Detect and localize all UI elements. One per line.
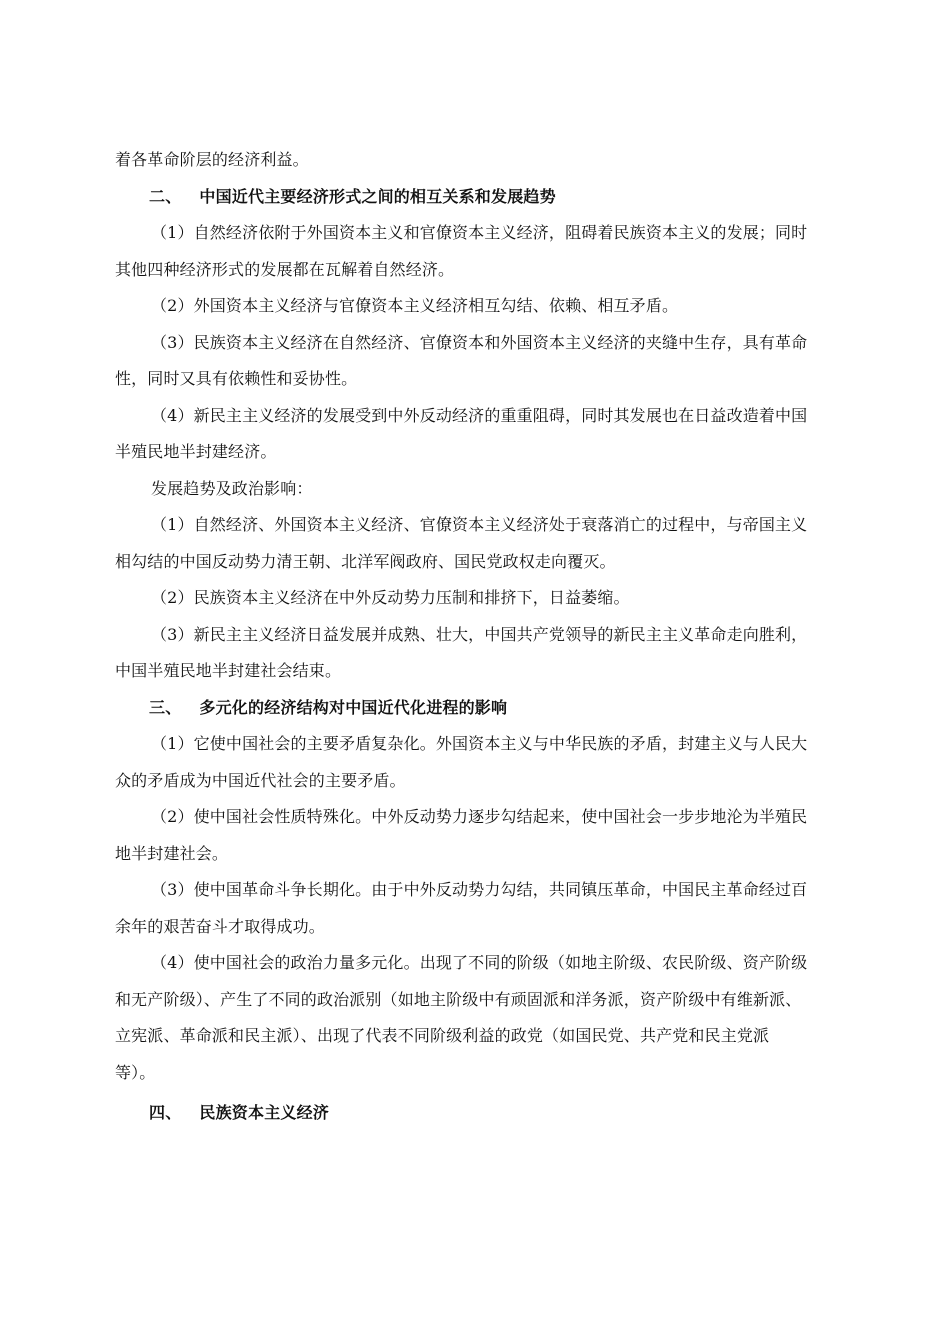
paragraph-line: 着各革命阶层的经济利益。 <box>115 150 309 169</box>
section-heading-2 <box>115 179 835 216</box>
paragraph-line: （3）新民主主义经济日益发展并成熟、壮大，中国共产党领导的新民主主义革命走向胜利， <box>151 624 808 644</box>
paragraph-line: 中国半殖民地半封建社会结束。 <box>115 661 342 680</box>
section-title: 民族资本主义经济 <box>199 1103 330 1122</box>
section-number: 三、 <box>149 697 182 717</box>
section-heading-3 <box>115 690 835 727</box>
paragraph-line: （4）使中国社会的政治力量多元化。出现了不同的阶级（如地主阶级、农民阶级、资产阶级 <box>151 953 808 972</box>
paragraph-line: 发展趋势及政治影响： <box>151 478 313 498</box>
paragraph-line: 半殖民地半封建经济。 <box>115 442 277 461</box>
paragraph-line: （1）自然经济依附于外国资本主义和官僚资本主义经济，阻碍着民族资本主义的发展；同时 <box>151 223 808 242</box>
paragraph-line: 和无产阶级）、产生了不同的政治派别（如地主阶级中有顽固派和洋务派，资产阶级中有维新派、 <box>115 989 802 1009</box>
section-title: 中国近代主要经济形式之间的相互关系和发展趋势 <box>199 186 556 206</box>
section-number: 二、 <box>149 186 182 206</box>
paragraph-line: 等）。 <box>115 1062 156 1082</box>
paragraph-line: （3）民族资本主义经济在自然经济、官僚资本和外国资本主义经济的夹缝中生存，具有革命 <box>151 332 808 352</box>
paragraph-line: 地半封建社会。 <box>115 843 229 863</box>
paragraph-line: （3）使中国革命斗争长期化。由于中外反动势力勾结，共同镇压革命，中国民主革命经过百 <box>151 880 808 899</box>
section-title: 多元化的经济结构对中国近代化进程的影响 <box>199 697 508 717</box>
paragraph-line: 其他四种经济形式的发展都在瓦解着自然经济。 <box>115 259 455 279</box>
paragraph-line: （2）外国资本主义经济与官僚资本主义经济相互勾结、依赖、相互矛盾。 <box>151 296 679 315</box>
section-number: 四、 <box>149 1103 182 1122</box>
paragraph-line: （4）新民主主义经济的发展受到中外反动经济的重重阻碍，同时其发展也在日益改造着中国 <box>151 405 808 425</box>
paragraph-line: 性，同时又具有依赖性和妥协性。 <box>115 369 358 388</box>
paragraph-line: 众的矛盾成为中国近代社会的主要矛盾。 <box>115 770 406 790</box>
paragraph-line: 立宪派、革命派和民主派）、出现了代表不同阶级利益的政党（如国民党、共产党和民主党派 <box>115 1026 770 1045</box>
paragraph-line: 相勾结的中国反动势力清王朝、北洋军阀政府、国民党政权走向覆灭。 <box>115 551 616 571</box>
paragraph-line: （1）自然经济、外国资本主义经济、官僚资本主义经济处于衰落消亡的过程中，与帝国主义 <box>151 515 808 534</box>
paragraph-line: （2）民族资本主义经济在中外反动势力压制和排挤下，日益萎缩。 <box>151 588 630 607</box>
section-heading-4 <box>115 1095 835 1132</box>
document-body <box>115 142 835 1132</box>
paragraph-line: 余年的艰苦奋斗才取得成功。 <box>115 916 325 936</box>
paragraph-line: （2）使中国社会性质特殊化。中外反动势力逐步勾结起来，使中国社会一步步地沦为半殖民 <box>151 807 808 826</box>
paragraph-line: （1）它使中国社会的主要矛盾复杂化。外国资本主义与中华民族的矛盾，封建主义与人民大 <box>151 734 808 753</box>
